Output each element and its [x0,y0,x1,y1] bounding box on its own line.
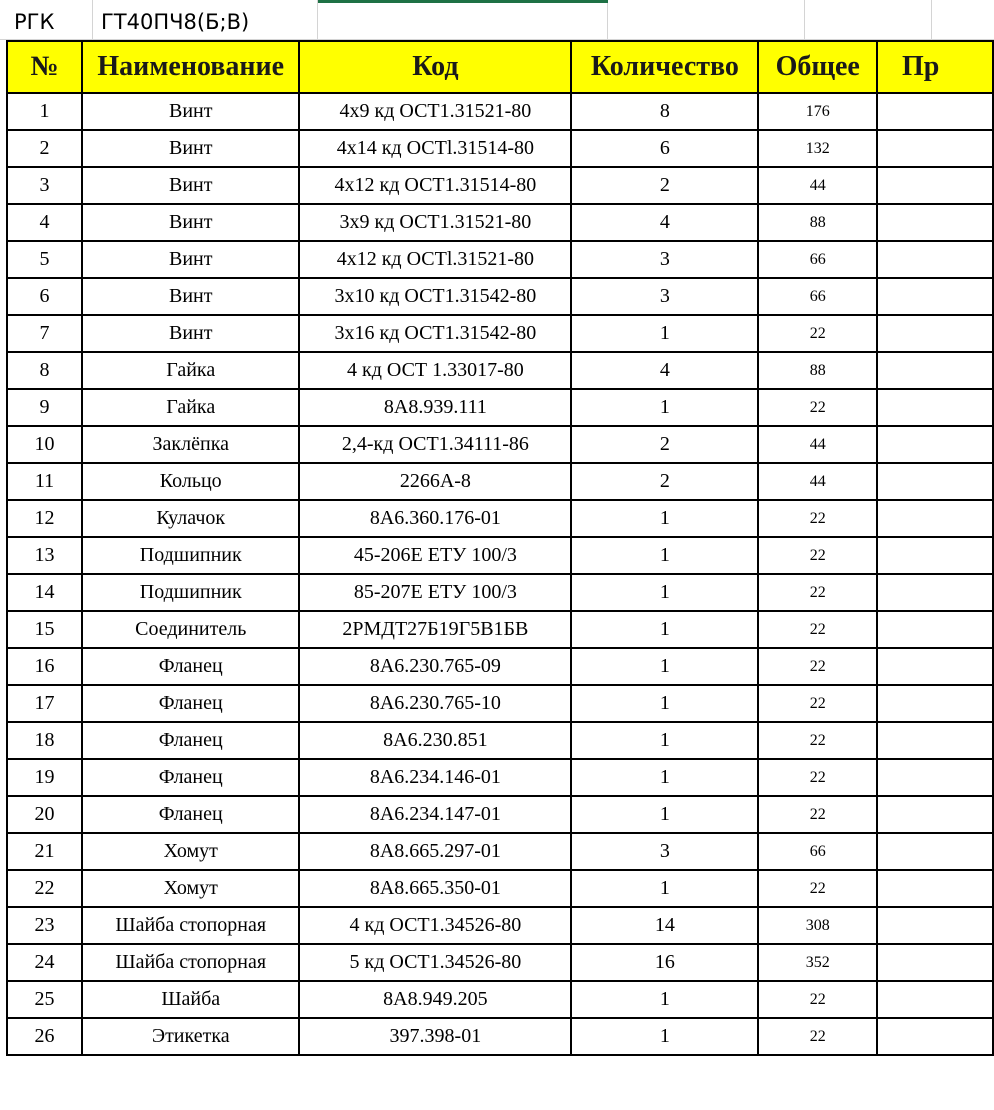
cell-extra[interactable] [877,500,993,537]
cell-extra[interactable] [877,685,993,722]
header-code[interactable]: Код [299,41,571,93]
cell-extra[interactable] [877,241,993,278]
table-row [7,1018,993,1055]
cell-rgk[interactable] [0,0,93,40]
cell-name[interactable]: Заклёпка [82,426,299,463]
cell-total[interactable]: 44 [758,167,876,204]
header-total[interactable]: Общее [758,41,876,93]
table-row [7,685,993,722]
cell-num[interactable]: 6 [7,278,82,315]
cell-total[interactable]: 22 [758,537,876,574]
cell-num[interactable]: 5 [7,241,82,278]
cell-num[interactable]: 10 [7,426,82,463]
cell-total[interactable]: 22 [758,759,876,796]
cell-extra[interactable] [877,204,993,241]
cell-num[interactable]: 13 [7,537,82,574]
cell-extra[interactable] [877,167,993,204]
cell-qty[interactable]: 16 [571,944,758,981]
cell-total[interactable]: 22 [758,500,876,537]
cell-qty[interactable]: 3 [571,278,758,315]
cell-name[interactable]: Подшипник [82,574,299,611]
cell-name[interactable]: Винт [82,278,299,315]
cell-qty[interactable]: 4 [571,204,758,241]
cell-num[interactable]: 26 [7,1018,82,1055]
cell-code[interactable]: 4х12 кд ОСТl.31521-80 [299,241,571,278]
cell-num[interactable]: 12 [7,500,82,537]
table-row [7,278,993,315]
cell-name[interactable]: Хомут [82,833,299,870]
cell-total[interactable]: 22 [758,685,876,722]
cell-extra[interactable] [877,93,993,130]
cell-qty[interactable]: 1 [571,315,758,352]
cell-num[interactable]: 23 [7,907,82,944]
cell-num[interactable]: 16 [7,648,82,685]
cell-empty-c1[interactable] [318,0,608,40]
header-row [7,41,993,93]
cell-qty[interactable]: 1 [571,1018,758,1055]
cell-code[interactable]: 4х14 кд ОСТl.31514-80 [299,130,571,167]
cell-num[interactable]: 14 [7,574,82,611]
table-row [7,833,993,870]
table-row [7,204,993,241]
cell-name[interactable]: Кулачок [82,500,299,537]
cell-code[interactable]: 4х9 кд ОСТ1.31521-80 [299,93,571,130]
cell-qty[interactable]: 1 [571,796,758,833]
cell-code[interactable]: 2266А-8 [299,463,571,500]
cell-name[interactable]: Фланец [82,685,299,722]
cell-num[interactable]: 24 [7,944,82,981]
cell-extra[interactable] [877,759,993,796]
cell-code[interactable]: 3х9 кд ОСТ1.31521-80 [299,204,571,241]
table-row [7,389,993,426]
cell-code[interactable]: 397.398-01 [299,1018,571,1055]
table-row [7,130,993,167]
table-row [7,241,993,278]
cell-extra[interactable] [877,870,993,907]
cell-qty[interactable]: 3 [571,241,758,278]
table-row [7,944,993,981]
table-row [7,870,993,907]
cell-num[interactable]: 11 [7,463,82,500]
cell-total[interactable]: 22 [758,611,876,648]
parts-table [6,40,994,1056]
cell-total[interactable]: 22 [758,1018,876,1055]
top-row [0,0,994,40]
cell-num[interactable]: 3 [7,167,82,204]
cell-extra[interactable] [877,611,993,648]
cell-qty[interactable]: 8 [571,93,758,130]
cell-code[interactable]: 85-207Е ЕТУ 100/3 [299,574,571,611]
cell-extra[interactable] [877,426,993,463]
cell-num[interactable]: 15 [7,611,82,648]
table-row [7,981,993,1018]
table-row [7,722,993,759]
cell-qty[interactable]: 1 [571,722,758,759]
cell-total[interactable]: 22 [758,389,876,426]
cell-code[interactable]: 4 кд ОСТ1.34526-80 [299,907,571,944]
table-row [7,574,993,611]
cell-qty[interactable]: 1 [571,611,758,648]
cell-total[interactable]: 352 [758,944,876,981]
cell-total[interactable]: 66 [758,241,876,278]
cell-total[interactable]: 22 [758,648,876,685]
cell-extra[interactable] [877,722,993,759]
cell-code[interactable]: 8А6.230.765-10 [299,685,571,722]
cell-code[interactable]: 2,4-кд ОСТ1.34111-86 [299,426,571,463]
header-num[interactable]: № [7,41,82,93]
cell-num[interactable]: 9 [7,389,82,426]
cell-name[interactable]: Винт [82,130,299,167]
cell-total[interactable]: 66 [758,833,876,870]
cell-extra[interactable] [877,315,993,352]
table-row [7,463,993,500]
cell-num[interactable]: 18 [7,722,82,759]
table-row [7,352,993,389]
cell-extra[interactable] [877,352,993,389]
cell-qty[interactable]: 1 [571,537,758,574]
cell-total[interactable]: 66 [758,278,876,315]
cell-product-code[interactable] [93,0,318,40]
cell-name[interactable]: Винт [82,315,299,352]
cell-total[interactable]: 44 [758,463,876,500]
cell-code[interactable]: 8А8.665.297-01 [299,833,571,870]
cell-total[interactable]: 22 [758,722,876,759]
cell-rgk-text: РГК [14,10,55,34]
table-row [7,759,993,796]
cell-name[interactable]: Соединитель [82,611,299,648]
header-qty[interactable]: Количество [571,41,758,93]
cell-qty[interactable]: 14 [571,907,758,944]
cell-total[interactable]: 88 [758,352,876,389]
cell-total[interactable]: 44 [758,426,876,463]
cell-extra[interactable] [877,981,993,1018]
cell-num[interactable]: 4 [7,204,82,241]
cell-num[interactable]: 8 [7,352,82,389]
cell-code[interactable]: 3х16 кд ОСТ1.31542-80 [299,315,571,352]
cell-extra[interactable] [877,944,993,981]
cell-extra[interactable] [877,648,993,685]
cell-name[interactable]: Гайка [82,352,299,389]
table-row [7,611,993,648]
cell-qty[interactable]: 2 [571,463,758,500]
cell-empty-f1[interactable] [932,0,994,40]
table-row [7,315,993,352]
cell-num[interactable]: 20 [7,796,82,833]
cell-num[interactable]: 22 [7,870,82,907]
cell-qty[interactable]: 1 [571,389,758,426]
table-row [7,500,993,537]
cell-name[interactable]: Хомут [82,870,299,907]
cell-total[interactable]: 22 [758,796,876,833]
table-row [7,426,993,463]
cell-code[interactable]: 2РМДТ27Б19Г5В1БВ [299,611,571,648]
cell-num[interactable]: 1 [7,93,82,130]
cell-name[interactable]: Гайка [82,389,299,426]
cell-total[interactable]: 22 [758,981,876,1018]
cell-qty[interactable]: 1 [571,648,758,685]
cell-total[interactable]: 22 [758,574,876,611]
table-row [7,537,993,574]
cell-code[interactable]: 3х10 кд ОСТ1.31542-80 [299,278,571,315]
cell-extra[interactable] [877,278,993,315]
cell-name[interactable]: Этикетка [82,1018,299,1055]
cell-qty[interactable]: 1 [571,759,758,796]
header-extra[interactable]: Пр [877,41,993,93]
cell-num[interactable]: 21 [7,833,82,870]
cell-qty[interactable]: 2 [571,167,758,204]
cell-code[interactable]: 5 кд ОСТ1.34526-80 [299,944,571,981]
cell-total[interactable]: 22 [758,315,876,352]
cell-code[interactable]: 4 кд ОСТ 1.33017-80 [299,352,571,389]
cell-name[interactable]: Шайба стопорная [82,907,299,944]
cell-extra[interactable] [877,574,993,611]
cell-qty[interactable]: 1 [571,685,758,722]
cell-code[interactable]: 8А6.360.176-01 [299,500,571,537]
cell-code[interactable]: 8А6.234.146-01 [299,759,571,796]
table-row [7,648,993,685]
left-edge [0,40,6,1110]
cell-qty[interactable]: 6 [571,130,758,167]
cell-name[interactable]: Фланец [82,796,299,833]
cell-name[interactable]: Шайба [82,981,299,1018]
cell-qty[interactable]: 1 [571,574,758,611]
cell-num[interactable]: 17 [7,685,82,722]
table-row [7,907,993,944]
cell-name[interactable]: Кольцо [82,463,299,500]
cell-code[interactable]: 8А6.230.851 [299,722,571,759]
cell-total[interactable]: 22 [758,870,876,907]
cell-code[interactable]: 8А8.665.350-01 [299,870,571,907]
cell-qty[interactable]: 1 [571,981,758,1018]
cell-code[interactable]: 8А6.230.765-09 [299,648,571,685]
cell-name[interactable]: Фланец [82,648,299,685]
cell-qty[interactable]: 1 [571,500,758,537]
cell-extra[interactable] [877,389,993,426]
cell-extra[interactable] [877,796,993,833]
cell-num[interactable]: 2 [7,130,82,167]
cell-empty-d1[interactable] [608,0,805,40]
cell-extra[interactable] [877,463,993,500]
cell-code[interactable]: 4х12 кд ОСТ1.31514-80 [299,167,571,204]
cell-extra[interactable] [877,907,993,944]
cell-name[interactable]: Шайба стопорная [82,944,299,981]
cell-total[interactable]: 132 [758,130,876,167]
cell-code[interactable]: 8А6.234.147-01 [299,796,571,833]
cell-extra[interactable] [877,1018,993,1055]
cell-qty[interactable]: 4 [571,352,758,389]
selection-marker [318,0,608,3]
cell-product-code-text: ГТ40ПЧ8(Б;В) [101,10,250,34]
cell-qty[interactable]: 3 [571,833,758,870]
cell-name[interactable]: Винт [82,204,299,241]
cell-name[interactable]: Винт [82,93,299,130]
table-row [7,167,993,204]
table-row [7,796,993,833]
cell-name[interactable]: Винт [82,241,299,278]
cell-extra[interactable] [877,833,993,870]
cell-code[interactable]: 8А8.949.205 [299,981,571,1018]
cell-num[interactable]: 7 [7,315,82,352]
cell-code[interactable]: 45-206Е ЕТУ 100/3 [299,537,571,574]
cell-num[interactable]: 25 [7,981,82,1018]
cell-empty-e1[interactable] [805,0,932,40]
cell-qty[interactable]: 1 [571,870,758,907]
cell-qty[interactable]: 2 [571,426,758,463]
cell-num[interactable]: 19 [7,759,82,796]
cell-name[interactable]: Подшипник [82,537,299,574]
cell-total[interactable]: 308 [758,907,876,944]
header-name[interactable]: Наименование [82,41,299,93]
cell-name[interactable]: Фланец [82,759,299,796]
cell-extra[interactable] [877,130,993,167]
table-row [7,93,993,130]
cell-code[interactable]: 8А8.939.111 [299,389,571,426]
cell-name[interactable]: Фланец [82,722,299,759]
cell-name[interactable]: Винт [82,167,299,204]
cell-total[interactable]: 176 [758,93,876,130]
cell-total[interactable]: 88 [758,204,876,241]
cell-extra[interactable] [877,537,993,574]
